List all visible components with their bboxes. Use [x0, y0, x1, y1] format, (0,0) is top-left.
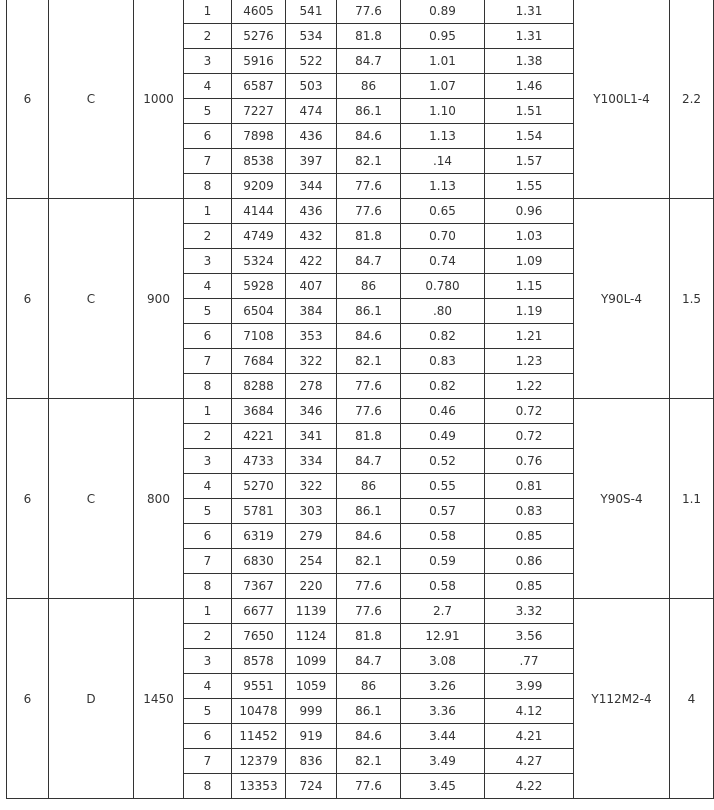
required-power-cell: 0.96 [485, 199, 574, 224]
efficiency-cell: 84.6 [337, 524, 401, 549]
airflow-cell: 9551 [232, 674, 286, 699]
shaft-power-cell: 0.83 [401, 349, 485, 374]
shaft-power-cell: 3.36 [401, 699, 485, 724]
shaft-power-cell: 0.70 [401, 224, 485, 249]
pressure-cell: 436 [286, 199, 337, 224]
efficiency-cell: 84.6 [337, 724, 401, 749]
airflow-cell: 6504 [232, 299, 286, 324]
shaft-power-cell: 3.45 [401, 774, 485, 799]
airflow-cell: 13353 [232, 774, 286, 799]
pressure-cell: 279 [286, 524, 337, 549]
position-number-cell: 2 [184, 224, 232, 249]
position-number-cell: 4 [184, 474, 232, 499]
required-power-cell: 1.38 [485, 49, 574, 74]
efficiency-cell: 77.6 [337, 0, 401, 24]
airflow-cell: 6830 [232, 549, 286, 574]
efficiency-cell: 86 [337, 674, 401, 699]
pressure-cell: 220 [286, 574, 337, 599]
pressure-cell: 1139 [286, 599, 337, 624]
position-number-cell: 8 [184, 574, 232, 599]
efficiency-cell: 77.6 [337, 599, 401, 624]
rotation-speed-cell: 800 [134, 399, 184, 599]
table-row [7, 0, 714, 24]
required-power-cell: 1.15 [485, 274, 574, 299]
shaft-power-cell: 0.55 [401, 474, 485, 499]
efficiency-cell: 82.1 [337, 149, 401, 174]
group-number-cell: 6 [7, 599, 49, 799]
required-power-cell: 0.83 [485, 499, 574, 524]
efficiency-cell: 77.6 [337, 199, 401, 224]
pressure-cell: 724 [286, 774, 337, 799]
efficiency-cell: 84.7 [337, 249, 401, 274]
group-number-cell: 6 [7, 399, 49, 599]
pressure-cell: 254 [286, 549, 337, 574]
shaft-power-cell: 1.07 [401, 74, 485, 99]
required-power-cell: 1.31 [485, 0, 574, 24]
pressure-cell: 334 [286, 449, 337, 474]
pressure-cell: 999 [286, 699, 337, 724]
motor-power-cell: 1.1 [670, 399, 714, 599]
airflow-cell: 7108 [232, 324, 286, 349]
position-number-cell: 3 [184, 249, 232, 274]
required-power-cell: 4.12 [485, 699, 574, 724]
efficiency-cell: 82.1 [337, 749, 401, 774]
required-power-cell: 0.86 [485, 549, 574, 574]
position-number-cell: 8 [184, 174, 232, 199]
shaft-power-cell: 3.49 [401, 749, 485, 774]
position-number-cell: 4 [184, 274, 232, 299]
airflow-cell: 8288 [232, 374, 286, 399]
airflow-cell: 6677 [232, 599, 286, 624]
position-number-cell: 8 [184, 774, 232, 799]
pressure-cell: 322 [286, 474, 337, 499]
airflow-cell: 10478 [232, 699, 286, 724]
required-power-cell: 1.22 [485, 374, 574, 399]
shaft-power-cell: .14 [401, 149, 485, 174]
position-number-cell: 7 [184, 149, 232, 174]
pressure-cell: 534 [286, 24, 337, 49]
pressure-cell: 341 [286, 424, 337, 449]
position-number-cell: 6 [184, 124, 232, 149]
required-power-cell: 3.32 [485, 599, 574, 624]
efficiency-cell: 86.1 [337, 699, 401, 724]
pressure-cell: 436 [286, 124, 337, 149]
pressure-cell: 503 [286, 74, 337, 99]
position-number-cell: 4 [184, 74, 232, 99]
pressure-cell: 836 [286, 749, 337, 774]
pressure-cell: 522 [286, 49, 337, 74]
efficiency-cell: 77.6 [337, 574, 401, 599]
pressure-cell: 397 [286, 149, 337, 174]
pressure-cell: 322 [286, 349, 337, 374]
position-number-cell: 2 [184, 624, 232, 649]
airflow-cell: 8538 [232, 149, 286, 174]
position-number-cell: 5 [184, 699, 232, 724]
efficiency-cell: 86.1 [337, 299, 401, 324]
fan-type-cell: C [49, 199, 134, 399]
shaft-power-cell: 1.13 [401, 124, 485, 149]
position-number-cell: 7 [184, 349, 232, 374]
airflow-cell: 4733 [232, 449, 286, 474]
position-number-cell: 3 [184, 49, 232, 74]
required-power-cell: 4.21 [485, 724, 574, 749]
required-power-cell: 3.99 [485, 674, 574, 699]
pressure-cell: 1099 [286, 649, 337, 674]
required-power-cell: 1.54 [485, 124, 574, 149]
required-power-cell: 4.22 [485, 774, 574, 799]
pressure-cell: 344 [286, 174, 337, 199]
group-number-cell: 6 [7, 199, 49, 399]
required-power-cell: 1.57 [485, 149, 574, 174]
required-power-cell: 1.46 [485, 74, 574, 99]
shaft-power-cell: 0.65 [401, 199, 485, 224]
shaft-power-cell: 0.46 [401, 399, 485, 424]
required-power-cell: .77 [485, 649, 574, 674]
airflow-cell: 3684 [232, 399, 286, 424]
shaft-power-cell: 0.780 [401, 274, 485, 299]
airflow-cell: 8578 [232, 649, 286, 674]
shaft-power-cell: 3.44 [401, 724, 485, 749]
shaft-power-cell: 3.08 [401, 649, 485, 674]
pressure-cell: 278 [286, 374, 337, 399]
airflow-cell: 4605 [232, 0, 286, 24]
shaft-power-cell: 3.26 [401, 674, 485, 699]
efficiency-cell: 86 [337, 474, 401, 499]
efficiency-cell: 86 [337, 74, 401, 99]
airflow-cell: 6319 [232, 524, 286, 549]
required-power-cell: 1.31 [485, 24, 574, 49]
fan-performance-table [6, 0, 714, 799]
position-number-cell: 5 [184, 499, 232, 524]
shaft-power-cell: 1.10 [401, 99, 485, 124]
efficiency-cell: 77.6 [337, 774, 401, 799]
pressure-cell: 422 [286, 249, 337, 274]
airflow-cell: 5270 [232, 474, 286, 499]
pressure-cell: 541 [286, 0, 337, 24]
efficiency-cell: 86.1 [337, 99, 401, 124]
shaft-power-cell: 1.01 [401, 49, 485, 74]
efficiency-cell: 84.7 [337, 649, 401, 674]
required-power-cell: 1.09 [485, 249, 574, 274]
pressure-cell: 1059 [286, 674, 337, 699]
required-power-cell: 4.27 [485, 749, 574, 774]
required-power-cell: 0.85 [485, 574, 574, 599]
required-power-cell: 3.56 [485, 624, 574, 649]
position-number-cell: 6 [184, 524, 232, 549]
efficiency-cell: 81.8 [337, 424, 401, 449]
shaft-power-cell: 0.74 [401, 249, 485, 274]
efficiency-cell: 77.6 [337, 174, 401, 199]
airflow-cell: 4221 [232, 424, 286, 449]
position-number-cell: 3 [184, 649, 232, 674]
required-power-cell: 1.55 [485, 174, 574, 199]
position-number-cell: 2 [184, 24, 232, 49]
position-number-cell: 3 [184, 449, 232, 474]
shaft-power-cell: 0.82 [401, 374, 485, 399]
position-number-cell: 5 [184, 99, 232, 124]
efficiency-cell: 86.1 [337, 499, 401, 524]
shaft-power-cell: 0.52 [401, 449, 485, 474]
airflow-cell: 5324 [232, 249, 286, 274]
efficiency-cell: 81.8 [337, 24, 401, 49]
efficiency-cell: 77.6 [337, 374, 401, 399]
position-number-cell: 7 [184, 749, 232, 774]
shaft-power-cell: 1.13 [401, 174, 485, 199]
shaft-power-cell: 0.59 [401, 549, 485, 574]
required-power-cell: 0.81 [485, 474, 574, 499]
airflow-cell: 7898 [232, 124, 286, 149]
fan-type-cell: C [49, 0, 134, 199]
shaft-power-cell: 2.7 [401, 599, 485, 624]
efficiency-cell: 81.8 [337, 224, 401, 249]
efficiency-cell: 82.1 [337, 549, 401, 574]
position-number-cell: 1 [184, 199, 232, 224]
position-number-cell: 6 [184, 324, 232, 349]
airflow-cell: 5928 [232, 274, 286, 299]
airflow-cell: 5781 [232, 499, 286, 524]
efficiency-cell: 77.6 [337, 399, 401, 424]
motor-model-cell: Y100L1-4 [574, 0, 670, 199]
position-number-cell: 5 [184, 299, 232, 324]
rotation-speed-cell: 900 [134, 199, 184, 399]
pressure-cell: 1124 [286, 624, 337, 649]
airflow-cell: 7367 [232, 574, 286, 599]
required-power-cell: 1.19 [485, 299, 574, 324]
required-power-cell: 1.21 [485, 324, 574, 349]
table-row [7, 199, 714, 224]
rotation-speed-cell: 1450 [134, 599, 184, 799]
airflow-cell: 4749 [232, 224, 286, 249]
position-number-cell: 1 [184, 599, 232, 624]
position-number-cell: 4 [184, 674, 232, 699]
table-row [7, 399, 714, 424]
position-number-cell: 1 [184, 0, 232, 24]
shaft-power-cell: 0.82 [401, 324, 485, 349]
required-power-cell: 0.85 [485, 524, 574, 549]
shaft-power-cell: .80 [401, 299, 485, 324]
efficiency-cell: 82.1 [337, 349, 401, 374]
airflow-cell: 5916 [232, 49, 286, 74]
airflow-cell: 7684 [232, 349, 286, 374]
shaft-power-cell: 0.95 [401, 24, 485, 49]
required-power-cell: 0.72 [485, 399, 574, 424]
airflow-cell: 7227 [232, 99, 286, 124]
position-number-cell: 1 [184, 399, 232, 424]
fan-type-cell: D [49, 599, 134, 799]
shaft-power-cell: 0.49 [401, 424, 485, 449]
group-number-cell: 6 [7, 0, 49, 199]
pressure-cell: 384 [286, 299, 337, 324]
pressure-cell: 432 [286, 224, 337, 249]
airflow-cell: 9209 [232, 174, 286, 199]
motor-model-cell: Y90L-4 [574, 199, 670, 399]
efficiency-cell: 81.8 [337, 624, 401, 649]
airflow-cell: 6587 [232, 74, 286, 99]
shaft-power-cell: 0.57 [401, 499, 485, 524]
position-number-cell: 7 [184, 549, 232, 574]
efficiency-cell: 86 [337, 274, 401, 299]
pressure-cell: 919 [286, 724, 337, 749]
airflow-cell: 12379 [232, 749, 286, 774]
efficiency-cell: 84.7 [337, 49, 401, 74]
shaft-power-cell: 0.58 [401, 574, 485, 599]
required-power-cell: 0.72 [485, 424, 574, 449]
required-power-cell: 1.23 [485, 349, 574, 374]
position-number-cell: 8 [184, 374, 232, 399]
required-power-cell: 1.03 [485, 224, 574, 249]
required-power-cell: 1.51 [485, 99, 574, 124]
efficiency-cell: 84.6 [337, 124, 401, 149]
airflow-cell: 11452 [232, 724, 286, 749]
position-number-cell: 2 [184, 424, 232, 449]
airflow-cell: 4144 [232, 199, 286, 224]
required-power-cell: 0.76 [485, 449, 574, 474]
pressure-cell: 474 [286, 99, 337, 124]
airflow-cell: 5276 [232, 24, 286, 49]
shaft-power-cell: 0.89 [401, 0, 485, 24]
motor-power-cell: 2.2 [670, 0, 714, 199]
table-row [7, 599, 714, 624]
shaft-power-cell: 12.91 [401, 624, 485, 649]
pressure-cell: 407 [286, 274, 337, 299]
efficiency-cell: 84.7 [337, 449, 401, 474]
pressure-cell: 346 [286, 399, 337, 424]
fan-type-cell: C [49, 399, 134, 599]
motor-power-cell: 4 [670, 599, 714, 799]
motor-model-cell: Y112M2-4 [574, 599, 670, 799]
position-number-cell: 6 [184, 724, 232, 749]
shaft-power-cell: 0.58 [401, 524, 485, 549]
motor-power-cell: 1.5 [670, 199, 714, 399]
airflow-cell: 7650 [232, 624, 286, 649]
rotation-speed-cell: 1000 [134, 0, 184, 199]
motor-model-cell: Y90S-4 [574, 399, 670, 599]
efficiency-cell: 84.6 [337, 324, 401, 349]
pressure-cell: 353 [286, 324, 337, 349]
pressure-cell: 303 [286, 499, 337, 524]
